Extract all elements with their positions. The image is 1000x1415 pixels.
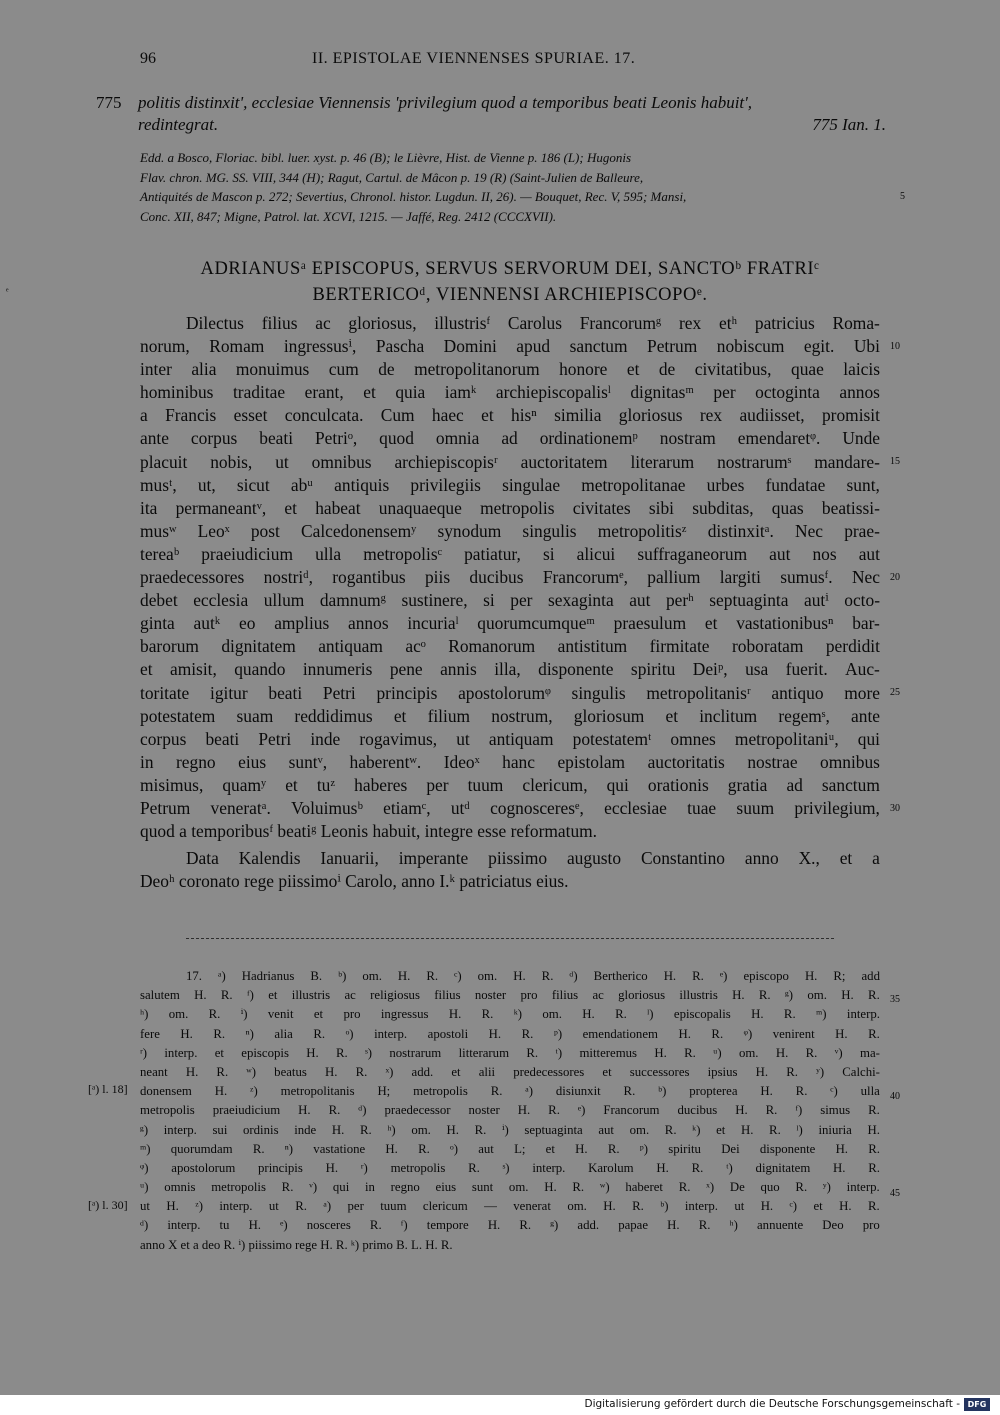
- letter-body: [140, 312, 880, 893]
- regest-line-1: politis distinxit', ecclesiae Viennensis 'privilegium quod a temporibus beati Leonis habuit',: [138, 93, 753, 112]
- datum-line: Deoʰ coronato rege piissimoⁱ Carolo, anno I.ᵏ patriciatus eius.: [140, 871, 569, 892]
- address-heading: [140, 256, 880, 308]
- body-line: inter alia monuimus cum de metropolitanorum honore et de civitatibus, quae laicis: [140, 359, 880, 380]
- note-line: metropolis praeiudicium H. R. ᵈ) praedecessor noster H. R. ᵉ) Francorum ducibus H. R. ᶠ) simus R.: [140, 1103, 880, 1118]
- editions-block: [140, 148, 880, 226]
- datum-line: Data Kalendis Ianuarii, imperante piissimo augusto Constantino anno X., et a: [186, 848, 880, 869]
- regest: [96, 92, 886, 136]
- address-line-1: ADRIANUSᵃ EPISCOPUS, SERVUS SERVORUM DEI, SANCTOᵇ FRATRIᶜ: [200, 259, 820, 279]
- margin-line-number: 45: [890, 1188, 900, 1199]
- margin-line-number: 40: [890, 1091, 900, 1102]
- note-line: ut H. ᶻ) interp. ut R. ᵃ) per tuum clericum — venerat om. H. R. ᵇ) interp. ut H. ᶜ) et H. R.: [140, 1199, 880, 1214]
- margin-line-number: 35: [890, 994, 900, 1005]
- editions-line: Edd. a Bosco, Floriac. bibl. luer. xyst. p. 46 (B); le Lièvre, Hist. de Vienne p. 186 (L); Hugonis: [140, 150, 632, 165]
- note-line: salutem H. R. ᶠ) et illustris ac religiosus filius noster pro filius ac gloriosus illustris H. R. ᵍ) om. H. R.: [140, 988, 880, 1003]
- note-line: ʳ) interp. et episcopis H. R. ˢ) nostrarum litterarum R. ᵗ) mitteremus H. R. ᵘ) om. H. R. ᵛ) ma-: [140, 1045, 880, 1060]
- note-line: anno X et a deo R. ⁱ) piissimo rege H. R. ᵏ) primo B. L. H. R.: [140, 1237, 453, 1252]
- margin-line-number: 30: [890, 803, 900, 814]
- address-line-2: BERTERICOᵈ, VIENNENSI ARCHIEPISCOPOᵉ.: [312, 285, 708, 305]
- body-line: ginta autᵏ eo amplius annos incuriaˡ quorumcumqueᵐ praesulum et vastationibusⁿ bar-: [140, 613, 880, 634]
- margin-line-number: 5: [900, 191, 905, 202]
- margin-line-number: 10: [890, 341, 900, 352]
- body-line: debet ecclesia ullum damnumᵍ sustinere, si per sexaginta aut perʰ septuaginta autⁱ octo-: [140, 590, 880, 611]
- page-number: 96: [140, 50, 156, 67]
- body-line: Dilectus filius ac gloriosus, illustrisᶠ Carolus Francorumᵍ rex etʰ patricius Roma-: [186, 313, 880, 333]
- note-line: fere H. R. ⁿ) alia R. ᵒ) interp. apostoli H. R. ᵖ) emendationem H. R. ᵠ) venirent H. R.: [140, 1026, 880, 1041]
- body-line: hominibus traditae erant, et quia iamᵏ archiepiscopalisˡ dignitasᵐ per octoginta annos: [140, 382, 880, 403]
- body-line: Petrum veneratᵃ. Voluimusᵇ etiamᶜ, utᵈ cognosceresᵉ, ecclesiae tuae suum privilegium,: [140, 797, 880, 818]
- body-line: quod a temporibusᶠ beatiᵍ Leonis habuit, integre esse reformatum.: [140, 821, 598, 842]
- body-line: placuit nobis, ut omnibus archiepiscopisʳ auctoritatem literarum nostrarumˢ mandare-: [140, 451, 880, 472]
- margin-line-number: 25: [890, 687, 900, 698]
- regest-line-2: redintegrat.: [138, 115, 219, 134]
- note-line: ᵠ) apostolorum principis H. ʳ) metropolis R. ˢ) interp. Karolum H. R. ᵗ) dignitatem H. R.: [140, 1160, 880, 1175]
- regest-year: 775: [96, 93, 122, 112]
- note-line: 17. ᵃ) Hadrianus B. ᵇ) om. H. R. ᶜ) om. H. R. ᵈ) Bertherico H. R. ᵉ) episcopo H. R; add: [186, 969, 880, 983]
- dfg-logo-icon: DFG: [964, 1398, 990, 1411]
- body-line: a Francis esset conculcata. Cum haec et hisⁿ similia gloriosus rex audiisset, promisit: [140, 405, 880, 426]
- body-line: praedecessores nostriᵈ, rogantibus piis ducibus Francorumᵉ, pallium largiti sumusᶠ. Nec: [140, 567, 880, 588]
- editions-line: Conc. XII, 847; Migne, Patrol. lat. XCVI, 1215. — Jaffé, Reg. 2412 (CCCXVII).: [140, 208, 557, 224]
- critical-apparatus: [140, 967, 880, 1255]
- body-line: norum, Romam ingressusⁱ, Pascha Domini apud sanctum Petrum nobiscum egit. Ubi: [140, 336, 880, 357]
- running-header: [140, 50, 700, 72]
- editions-line: Flav. chron. MG. SS. VIII, 344 (H); Ragut, Cartul. de Mâcon p. 19 (R) (Saint-Julien de Balleure,: [140, 169, 644, 185]
- body-line: ita permaneantᵛ, et habeat unaquaeque metropolis civitates sibi subditas, quas beatissi-: [140, 497, 880, 518]
- editions-line: Antiquités de Mascon p. 272; Severtius, Chronol. histor. Lugdun. II, 26). — Bouquet, Rec. V, 595; Mansi,: [140, 189, 687, 204]
- notes-separator: [186, 938, 834, 939]
- note-line: ʰ) om. R. ⁱ) venit et pro ingressus H. R. ᵏ) om. H. R. ˡ) episcopalis H. R. ᵐ) interp.: [140, 1007, 880, 1022]
- margin-mark: ᵉ: [6, 286, 9, 297]
- body-line: toritate igitur beati Petri principis apostolorumᵠ singulis metropolitanisʳ antiquo more: [140, 682, 880, 703]
- margin-line-number: 20: [890, 572, 900, 583]
- body-line: musʷ Leoˣ post Calcedonensemʸ synodum singulis metropolitisᶻ distinxitᵃ. Nec prae-: [140, 520, 880, 541]
- body-line: in regno eius suntᵛ, haberentʷ. Ideoˣ hanc epistolam auctoritatis nostrae omnibus: [140, 751, 880, 772]
- note-line: ᵈ) interp. tu H. ᵉ) nosceres R. ᶠ) tempore H. R. ᵍ) add. papae H. R. ʰ) annuente Deo pro: [140, 1218, 880, 1233]
- body-line: tereaᵇ praeiudicium ulla metropolisᶜ patiatur, si alicui suffraganeorum aut nos aut: [140, 543, 880, 564]
- running-head-title: II. EPISTOLAE VIENNENSES SPURIAE. 17.: [312, 50, 636, 67]
- body-line: musᵗ, ut, sicut abᵘ antiquis privilegiis singulae metropolitanae urbes fundatae sunt,: [140, 474, 880, 495]
- note-line: ᵘ) omnis metropolis R. ᵛ) qui in regno eius sunt om. H. R. ʷ) haberet R. ˣ) De quo R. ʸ) interp.: [140, 1180, 880, 1195]
- body-line: et amisit, quando innumeris pene annis illa, disponente spiritu Deiᵖ, usa fuerit. Auc-: [140, 659, 880, 680]
- body-line: misimus, quamʸ et tuᶻ haberes per tuum clericum, qui orationis gratia ad sanctum: [140, 774, 880, 795]
- notes-left-mark: [ᵃ) l. 30]: [88, 1198, 128, 1212]
- body-line: barorum dignitatem antiquam acᵒ Romanorum antistitum firmitate roboratam perdidit: [140, 636, 880, 657]
- body-line: ante corpus beati Petriᵒ, quod omnia ad ordinationemᵖ nostram emendaretᵠ. Unde: [140, 428, 880, 449]
- notes-left-mark: [ᵃ) l. 18]: [88, 1082, 128, 1096]
- note-line: neant H. R. ʷ) beatus H. R. ˣ) add. et alii predecessores et successores ipsius H. R. ʸ) Calchi-: [140, 1064, 880, 1079]
- footer-bar: [0, 1395, 1000, 1415]
- body-line: corpus beati Petri inde rogavimus, ut antiquam potestatemᵗ omnes metropolitaniᵘ, qui: [140, 728, 880, 749]
- note-line: ᵍ) interp. sui ordinis inde H. R. ʰ) om. H. R. ⁱ) septuaginta aut om. R. ᵏ) et H. R. ˡ) iniuria H.: [140, 1122, 880, 1137]
- note-line: donensem H. ᶻ) metropolitanis H; metropolis R. ᵃ) disiunxit R. ᵇ) propterea H. R. ᶜ) ulla: [140, 1084, 880, 1099]
- body-line: potestatem suam reddidimus et filium nostrum, gloriosum et inclitum regemˢ, ante: [140, 705, 880, 726]
- margin-line-number: 15: [890, 456, 900, 467]
- note-line: ᵐ) quorumdam R. ⁿ) vastatione H. R. ᵒ) aut L; et H. R. ᵖ) spiritu Dei disponente H. R.: [140, 1141, 880, 1156]
- footer-credit: Digitalisierung gefördert durch die Deutsche Forschungsgemeinschaft -: [584, 1398, 960, 1410]
- regest-date: 775 Ian. 1.: [812, 115, 886, 134]
